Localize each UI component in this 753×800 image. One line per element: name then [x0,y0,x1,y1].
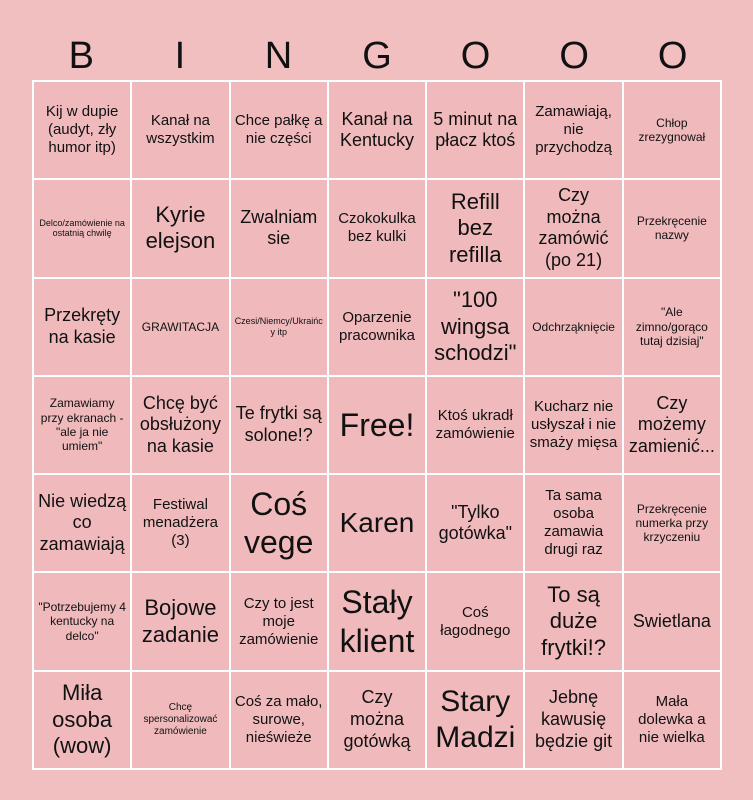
bingo-cell[interactable]: Przekręcenie nazwy [624,180,720,276]
bingo-cell[interactable]: GRAWITACJA [132,279,228,375]
bingo-cell[interactable]: Mała dolewka a nie wielka [624,672,720,768]
header-letter-o3: O [657,34,688,77]
bingo-cell[interactable]: Odchrząknięcie [525,279,621,375]
bingo-cell[interactable]: Kij w dupie (audyt, zły humor itp) [34,82,130,178]
bingo-cell[interactable]: Zwalniam sie [231,180,327,276]
bingo-cell[interactable]: Chcę spersonalizować zamówienie [132,672,228,768]
bingo-cell[interactable]: Stary Madzi [427,672,523,768]
bingo-cell[interactable]: Kyrie elejson [132,180,228,276]
bingo-cell[interactable]: Te frytki są solone!? [231,377,327,473]
bingo-cell[interactable]: Refill bez refilla [427,180,523,276]
bingo-cell[interactable]: Festiwal menadżera (3) [132,475,228,571]
header-letter-n: N [264,34,293,77]
bingo-cell[interactable]: Chcę być obsłużony na kasie [132,377,228,473]
bingo-cell[interactable]: Kanał na wszystkim [132,82,228,178]
bingo-cell[interactable]: Jebnę kawusię będzie git [525,672,621,768]
bingo-cell[interactable]: Coś za mało, surowe, nieświeże [231,672,327,768]
bingo-cell[interactable]: "Tylko gotówka" [427,475,523,571]
bingo-cell[interactable]: "Ale zimno/gorąco tutaj dzisiaj" [624,279,720,375]
bingo-cell[interactable]: 5 minut na płacz ktoś [427,82,523,178]
bingo-cell[interactable]: Ktoś ukradł zamówienie [427,377,523,473]
bingo-header [32,30,722,82]
bingo-cell[interactable]: Przekręcenie numerka przy krzyczeniu [624,475,720,571]
bingo-cell[interactable]: Coś vege [231,475,327,571]
bingo-cell[interactable]: Przekręty na kasie [34,279,130,375]
bingo-cell[interactable]: Czy można zamówić (po 21) [525,180,621,276]
bingo-cell[interactable]: Zamawiamy przy ekranach - "ale ja nie umiem" [34,377,130,473]
bingo-cell[interactable]: Nie wiedzą co zamawiają [34,475,130,571]
bingo-cell[interactable]: "100 wingsa schodzi" [427,279,523,375]
bingo-cell[interactable]: Oparzenie pracownika [329,279,425,375]
bingo-cell[interactable]: Ta sama osoba zamawia drugi raz [525,475,621,571]
bingo-cell[interactable]: To są duże frytki!? [525,573,621,669]
bingo-cell[interactable]: Bojowe zadanie [132,573,228,669]
header-letter-i: I [174,34,186,77]
header-letter-b: B [68,34,94,77]
bingo-cell[interactable]: Stały klient [329,573,425,669]
bingo-cell[interactable]: Czesi/Niemcy/Ukraińcy itp [231,279,327,375]
bingo-cell[interactable]: Chce pałkę a nie części [231,82,327,178]
bingo-cell[interactable]: Czy możemy zamienić... [624,377,720,473]
bingo-cell[interactable]: "Potrzebujemy 4 kentucky na delco" [34,573,130,669]
bingo-cell[interactable]: Chłop zrezygnował [624,82,720,178]
bingo-cell[interactable]: Karen [329,475,425,571]
header-letter-o2: O [559,34,589,77]
bingo-cell[interactable]: Czy to jest moje zamówienie [231,573,327,669]
bingo-cell[interactable]: Miła osoba (wow) [34,672,130,768]
bingo-cell[interactable]: Zamawiają, nie przychodzą [525,82,621,178]
bingo-cell[interactable]: Swietlana [624,573,720,669]
bingo-cell[interactable]: Coś łagodnego [427,573,523,669]
bingo-cell[interactable]: Delco/zamówienie na ostatnią chwilę [34,180,130,276]
bingo-cell[interactable]: Czy można gotówką [329,672,425,768]
bingo-board [32,80,722,770]
bingo-cell-free[interactable]: Free! [329,377,425,473]
bingo-cell[interactable]: Kanał na Kentucky [329,82,425,178]
bingo-cell[interactable]: Kucharz nie usłyszał i nie smaży mięsa [525,377,621,473]
header-letter-o1: O [460,34,491,77]
header-letter-g: G [362,34,392,77]
bingo-cell[interactable]: Czokokulka bez kulki [329,180,425,276]
